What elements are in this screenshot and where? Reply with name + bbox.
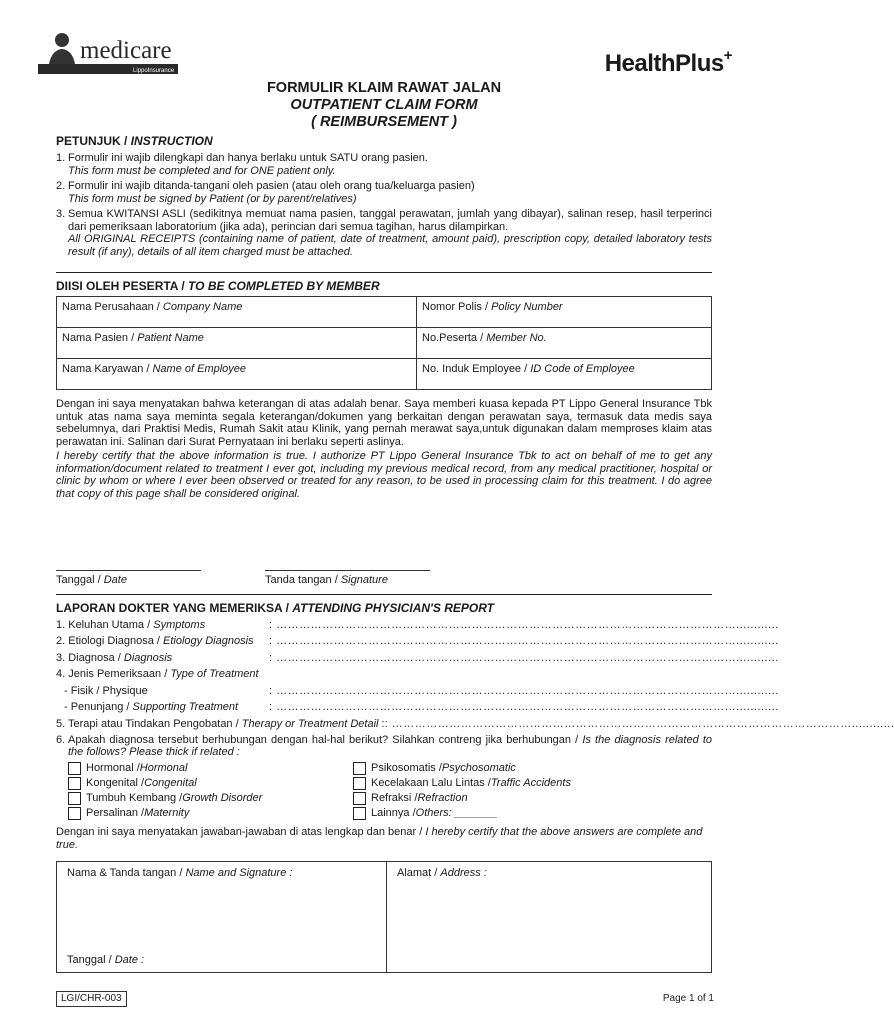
instruction-list (56, 152, 712, 261)
form-code: LGI/CHR-003 (56, 991, 127, 1007)
checkbox-box (68, 762, 81, 775)
table-row (57, 297, 712, 328)
member-info-table (56, 296, 712, 390)
others-checkbox[interactable]: Lainnya / Others: _______ (353, 806, 571, 821)
plus-mark: + (723, 47, 732, 64)
checkbox-box (353, 792, 366, 805)
physician-date-label: Tanggal / Date : (67, 953, 145, 966)
healthplus-logo (604, 47, 732, 79)
section-divider (56, 272, 712, 273)
checkbox-box (353, 762, 366, 775)
therapy-row[interactable]: 5. Terapi atau Tindakan Pengobatan / Therapy or Treatment Detail : : …………………………………………………………………………………………………………............ (56, 717, 894, 730)
lippo-insurance-tag: LippoInsurance (133, 68, 175, 74)
instruction-item: 2. Formulir ini wajib ditanda-tangani oleh pasien (atau oleh orang tua/keluarga pasien) This form must be signed by Patient (or by parent/relatives) (56, 180, 475, 205)
etiology-row[interactable]: 2. Etiologi Diagnosa / Etiology Diagnosis : …………………………………………………………………………………………………………............ (56, 635, 779, 648)
physician-declaration: Dengan ini saya menyatakan jawaban-jawaban di atas lengkap dan benar / I hereby certify that the above answers are complete and true. (56, 826, 703, 851)
treatment-type-row: 4. Jenis Pemeriksaan / Type of Treatment (56, 668, 259, 681)
congenital-checkbox[interactable]: Kongenital / Congenital (68, 776, 262, 791)
checkbox-column-left (68, 761, 262, 821)
healthplus-wordmark: HealthPlus (604, 50, 724, 77)
date-line[interactable] (56, 570, 201, 571)
diagnosis-relation-question: 6. Apakah diagnosa tersebut berhubungan dengan hal-hal berikut? Silahkan contreng jika berhubungan / Is the diagnosis related to the follows? Please thick if related : (56, 733, 713, 758)
medicare-wordmark: medicare (80, 37, 172, 64)
certification-indonesian: Dengan ini saya menyatakan bahwa keterangan di atas adalah benar. Saya memberi kuasa kepada PT Lippo General Insurance Tbk untuk atas nama saya meminta segala keterangan/dokumen yang berkaitan dengan perawatan saya, termasuk data medis saya sebelumnya, dari Praktisi Medis, Rumah Sakit atau Klinik, yang pernah merawat saya,untuk digunakan dalam memproses klaim atas perawatan ini. Salinan dari Surat Pernyataan ini berlaku seperti aslinya. (56, 398, 712, 448)
physician-signature-table (56, 861, 712, 973)
instruction-heading: PETUNJUK / INSTRUCTION (56, 134, 213, 148)
title-english: OUTPATIENT CLAIM FORM (290, 97, 478, 113)
page-number: Page 1 of 1 (662, 993, 714, 1004)
member-signature-label: Tanda tangan / Signature (265, 574, 388, 586)
member-heading: DIISI OLEH PESERTA / TO BE COMPLETED BY MEMBER (56, 279, 380, 293)
physique-row[interactable]: - Fisik / Physique : …………………………………………………………………………………………………………............ (64, 684, 779, 697)
physician-report (56, 617, 894, 759)
company-name-field[interactable]: Nama Perusahaan / Company Name (57, 297, 417, 328)
supporting-treatment-row[interactable]: - Penunjang / Supporting Treatment : …………………………………………………………………………………………………………............ (64, 701, 779, 714)
checkbox-box (68, 792, 81, 805)
checkbox-box (353, 807, 366, 820)
member-date-label: Tanggal / Date (56, 574, 127, 586)
title-indonesian: FORMULIR KLAIM RAWAT JALAN (266, 80, 502, 96)
physician-address-field[interactable]: Alamat / Address : (387, 862, 712, 973)
certification-english: I hereby certify that the above information is true. I authorize PT Lippo General Insurance Tbk to act on behalf of me to get any information/document related to treatment I ever got, including my previous medical record, from any medical practitioner, hospital or clinic by whom or where I ever been observed or treated for any reason, to be used in processing claim for this treatment. I do agree that copy of this page shall be considered original. (56, 450, 712, 500)
signature-line[interactable] (265, 570, 430, 571)
instruction-item: 3. Semua KWITANSI ASLI (sedikitnya memuat nama pasien, tanggal perawatan, jumlah yang dibayar), salinan resep, hasil terperinci dari pemeriksaan laboratorium (jika ada), perincian dari semua tagihan, harus dilampirkan. All ORIGINAL RECEIPTS (containing name of patient, date of treatment, amount paid), prescription copy, detailed laboratory tests result (if any), details of all item charged must be attached. (56, 208, 712, 258)
maternity-checkbox[interactable]: Persalinan / Maternity (68, 806, 262, 821)
form-title (0, 80, 768, 131)
psychosomatic-checkbox[interactable]: Psikosomatis / Psychosomatic (353, 761, 571, 776)
table-row (57, 328, 712, 359)
member-certification (56, 398, 712, 502)
policy-number-field[interactable]: Nomor Polis / Policy Number (417, 297, 712, 328)
title-reimbursement: ( REIMBURSEMENT ) (311, 114, 457, 130)
checkbox-column-right (353, 761, 571, 821)
refraction-checkbox[interactable]: Refraksi / Refraction (353, 791, 571, 806)
member-no-field[interactable]: No.Peserta / Member No. (417, 328, 712, 359)
traffic-accidents-checkbox[interactable]: Kecelakaan Lalu Lintas / Traffic Accidents (353, 776, 571, 791)
physician-name-signature-field[interactable]: Nama & Tanda tangan / Name and Signature : Tanggal / Date : (57, 862, 387, 973)
growth-disorder-checkbox[interactable]: Tumbuh Kembang / Growth Disorder (68, 791, 262, 806)
diagnosis-row[interactable]: 3. Diagnosa / Diagnosis : …………………………………………………………………………………………………………............ (56, 651, 779, 664)
report-heading: LAPORAN DOKTER YANG MEMERIKSA / ATTENDING PHYSICIAN'S REPORT (56, 601, 495, 615)
medicare-logo (38, 30, 188, 78)
employee-id-field[interactable]: No. Induk Employee / ID Code of Employee (417, 359, 712, 390)
instruction-item: 1. Formulir ini wajib dilengkapi dan hanya berlaku untuk SATU orang pasien. This form must be completed and for ONE patient only. (56, 152, 428, 177)
checkbox-box (68, 777, 81, 790)
symptoms-row[interactable]: 1. Keluhan Utama / Symptoms : …………………………………………………………………………………………………………............ (56, 618, 779, 631)
section-divider (56, 594, 712, 595)
employee-name-field[interactable]: Nama Karyawan / Name of Employee (57, 359, 417, 390)
checkbox-box (68, 807, 81, 820)
hormonal-checkbox[interactable]: Hormonal / Hormonal (68, 761, 262, 776)
table-row (57, 359, 712, 390)
patient-name-field[interactable]: Nama Pasien / Patient Name (57, 328, 417, 359)
checkbox-box (353, 777, 366, 790)
